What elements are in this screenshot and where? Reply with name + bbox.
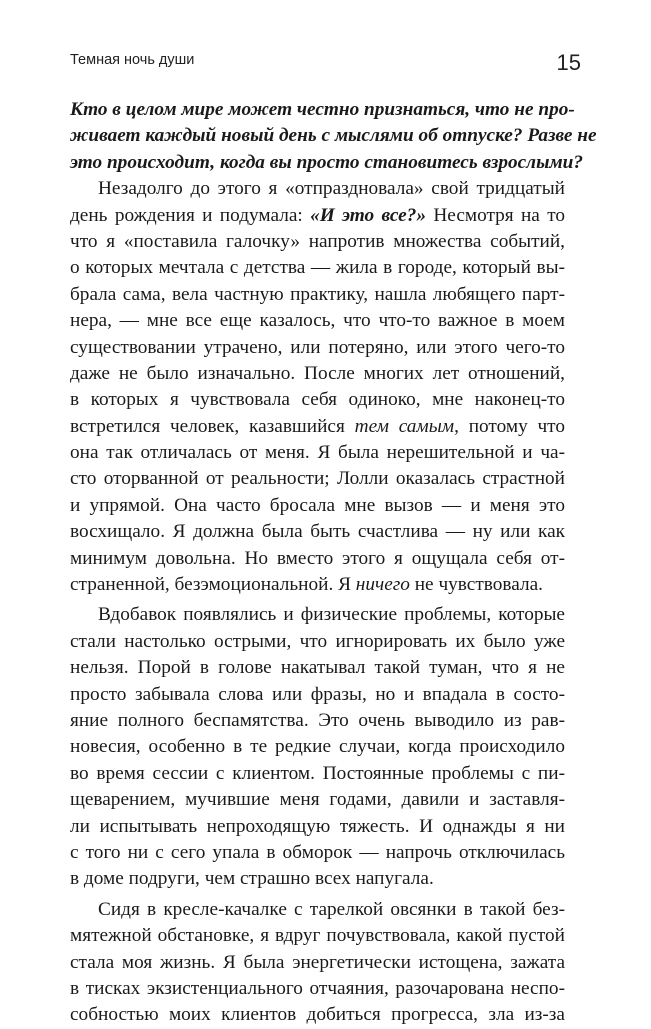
text-line: в доме подруги, чем страшно всех напугала.: [70, 868, 434, 890]
text-line: живает каждый новый день с мыслями об отпуске? Разве не: [70, 125, 597, 147]
text-line: собностью моих клиентов добиться прогресса, зла из-за: [70, 1004, 565, 1026]
text-line: Кто в целом мире может честно признаться, что не про-: [70, 99, 575, 120]
text-line: в которых я чувствовала себя одиноко, мне наконец-то: [70, 389, 565, 411]
text-line: день рождения и подумала: «И это все?» Несмотря на то: [70, 204, 566, 226]
text-line: восхищало. Я должна была быть счастлива — ну или как: [70, 521, 565, 543]
text-line: щеварением, мучившие меня годами, давили и заставля-: [70, 789, 565, 811]
text-line: брала сама, вела частную практику, нашла любящего парт-: [70, 283, 565, 305]
text-line: Сидя в кресле-качалке с тарелкой овсянки в такой без-: [98, 898, 565, 920]
text-line: встретился человек, казавшийся тем самым, потому что: [70, 415, 565, 437]
text-line: нельзя. Порой в голове накатывал такой туман, что я не: [70, 657, 565, 679]
text-line: сто оторванной от реальности; Лолли оказалась страстной: [70, 468, 565, 490]
text-line: в тисках экзистенциального отчаяния, разочарована неспо-: [70, 977, 565, 999]
text-line: ли испытывать непроходящую тяжесть. И однажды я ни: [70, 815, 565, 837]
text-line: о которых мечтала с детства — жила в городе, который вы-: [70, 257, 565, 279]
text-line: и упрямой. Она часто бросала мне вызов — и меня это: [70, 494, 565, 516]
text-line: стала моя жизнь. Я была энергетически истощена, зажата: [70, 951, 565, 973]
text-line: нера, — мне все еще казалось, что что-то важное в моем: [70, 310, 565, 332]
text-line: новесия, особенно в те редкие случаи, когда происходило: [70, 736, 565, 758]
text-line: она так отличалась от меня. Я была нерешительной и ча-: [70, 442, 565, 464]
body-text: [70, 97, 597, 1029]
text-line: яние полного беспамятства. Это очень выводило из рав-: [70, 709, 565, 731]
text-line: что я «поставила галочку» напротив множества событий,: [70, 230, 565, 252]
text-line: Незадолго до этого я «отпраздновала» свой тридцатый: [98, 178, 565, 200]
text-line: мятежной обстановке, я вдруг почувствовала, какой пустой: [70, 925, 565, 947]
text-line: с того ни с сего упала в обморок — напрочь отключилась: [70, 841, 565, 863]
text-line: существовании утрачено, или потеряно, или этого чего-то: [70, 336, 565, 358]
page-number: 15: [556, 50, 581, 75]
text-line: во время сессии с клиентом. Постоянные проблемы с пи-: [70, 762, 565, 784]
text-line: Вдобавок появлялись и физические проблемы, которые: [98, 604, 565, 626]
text-line: стали настолько острыми, что игнорировать их было уже: [70, 630, 565, 652]
running-title: Темная ночь души: [70, 52, 195, 68]
text-line: просто забывала слова или фразы, но и впадала в состо-: [70, 683, 565, 705]
text-line: страненной, безэмоциональной. Я ничего не чувствовала.: [70, 574, 543, 596]
text-line: это происходит, когда вы просто становитесь взрослыми?: [70, 151, 584, 173]
text-line: даже не было изначально. После многих лет отношений,: [70, 362, 565, 384]
text-line: минимум довольна. Но вместо этого я ощущала себя от-: [70, 547, 565, 569]
